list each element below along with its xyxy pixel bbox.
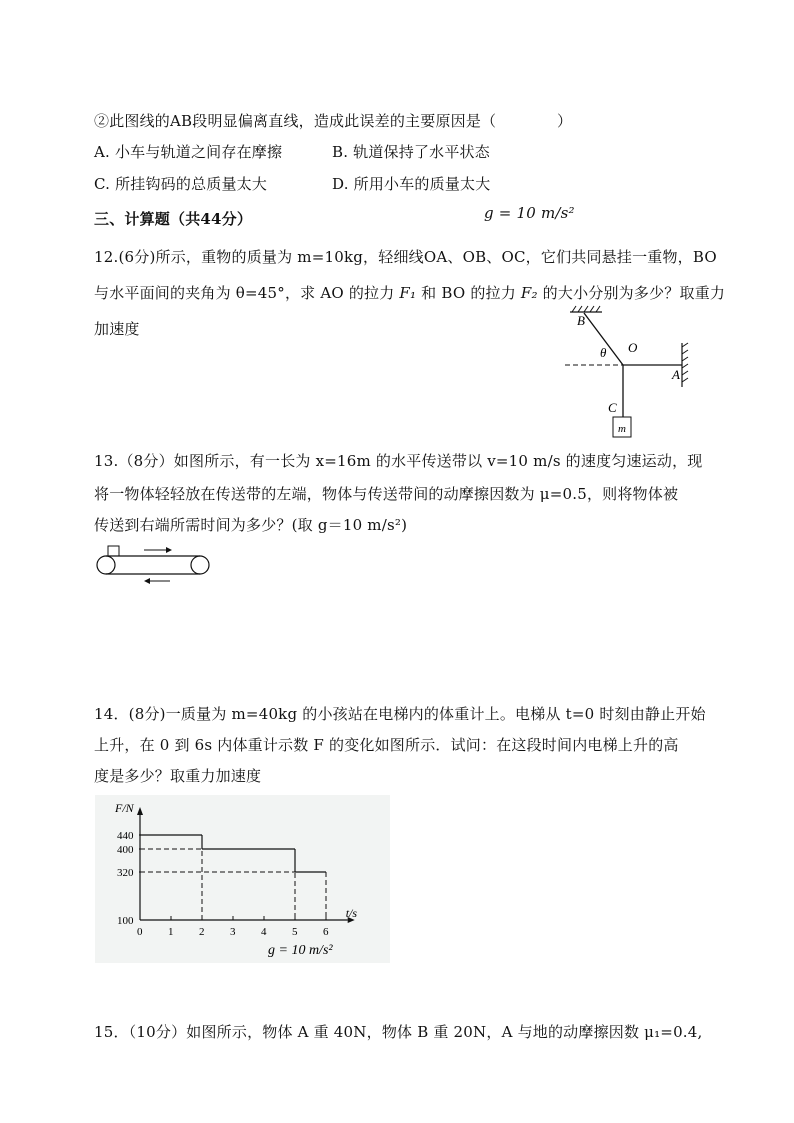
x-tick-label: 6 (323, 926, 329, 938)
q12-diagram (560, 305, 700, 440)
y-axis-label: F/N (115, 801, 134, 815)
q12-line2-a: 与水平面间的夹角为 θ=45°，求 AO 的拉力 (94, 284, 400, 302)
q12-line2 (94, 283, 725, 303)
label-b: B (577, 313, 585, 328)
y-axis-arrow (137, 807, 143, 815)
label-o: O (628, 340, 638, 355)
q13-line3: 传送到右端所需时间为多少？(取 g＝10 m/s²) (94, 516, 408, 534)
q12-line1: 12.(6分)所示，重物的质量为 m=10kg，轻细线OA、OB、OC，它们共同悬挂一重物，BO (94, 248, 717, 266)
option-a: A. 小车与轨道之间存在摩擦 (94, 143, 283, 161)
label-theta: θ (600, 345, 607, 360)
q14-line2: 上升，在 0 到 6s 内体重计示数 F 的变化如图所示．试问：在这段时间内电梯上升的高 (94, 736, 679, 754)
x-tick-label: 1 (168, 926, 174, 938)
option-b: B. 轨道保持了水平状态 (332, 143, 490, 161)
force-time-chart (95, 795, 390, 963)
x-tick-label: 0 (137, 926, 143, 938)
option-c: C. 所挂钩码的总质量太大 (94, 175, 268, 193)
x-tick-label: 4 (261, 926, 267, 938)
label-m: m (618, 423, 626, 435)
q13-line1: 13.（8分）如图所示，有一长为 x=16m 的水平传送带以 v=10 m/s 的速度匀速运动，现 (94, 452, 703, 470)
x-tick-label: 3 (230, 926, 236, 938)
x-tick-label: 5 (292, 926, 298, 938)
x-tick-label: 2 (199, 926, 205, 938)
y-tick-label: 440 (117, 830, 134, 842)
question-error-text: ②此图线的AB段明显偏离直线，造成此误差的主要原因是（ ） (94, 112, 573, 130)
chart-gravity-note: g = 10 m/s² (268, 943, 333, 958)
option-d: D. 所用小车的质量太大 (332, 175, 491, 193)
q12-f1: F₁ (399, 284, 417, 302)
q12-f2: F₂ (520, 284, 538, 302)
q13-line2: 将一物体轻轻放在传送带的左端，物体与传送带间的动摩擦因数为 μ=0.5，则将物体被 (94, 485, 679, 503)
y-tick-label: 320 (117, 867, 134, 879)
y-tick-label: 100 (117, 915, 134, 927)
q15-line1: 15．（10分）如图所示，物体 A 重 40N，物体 B 重 20N，A 与地的动摩擦因数 μ₁=0.4, (94, 1023, 703, 1041)
q14-line3: 度是多少？取重力加速度 (94, 767, 262, 785)
q12-line2-b: 和 BO 的拉力 (416, 284, 521, 302)
q12-line3: 加速度 (94, 320, 140, 338)
gravity-note: g = 10 m/s² (484, 204, 575, 222)
section-title: 三、计算题（共44分） (94, 210, 253, 228)
conveyor-diagram (94, 544, 214, 586)
label-a: A (672, 367, 680, 382)
y-tick-label: 400 (117, 844, 134, 856)
q12-line2-c: 的大小分别为多少？取重力 (537, 284, 726, 302)
x-axis-label: t/s (345, 906, 358, 920)
label-c: C (608, 400, 617, 415)
q14-line1: 14．(8分)一质量为 m=40kg 的小孩站在电梯内的体重计上。电梯从 t=0 时刻由静止开始 (94, 705, 706, 723)
